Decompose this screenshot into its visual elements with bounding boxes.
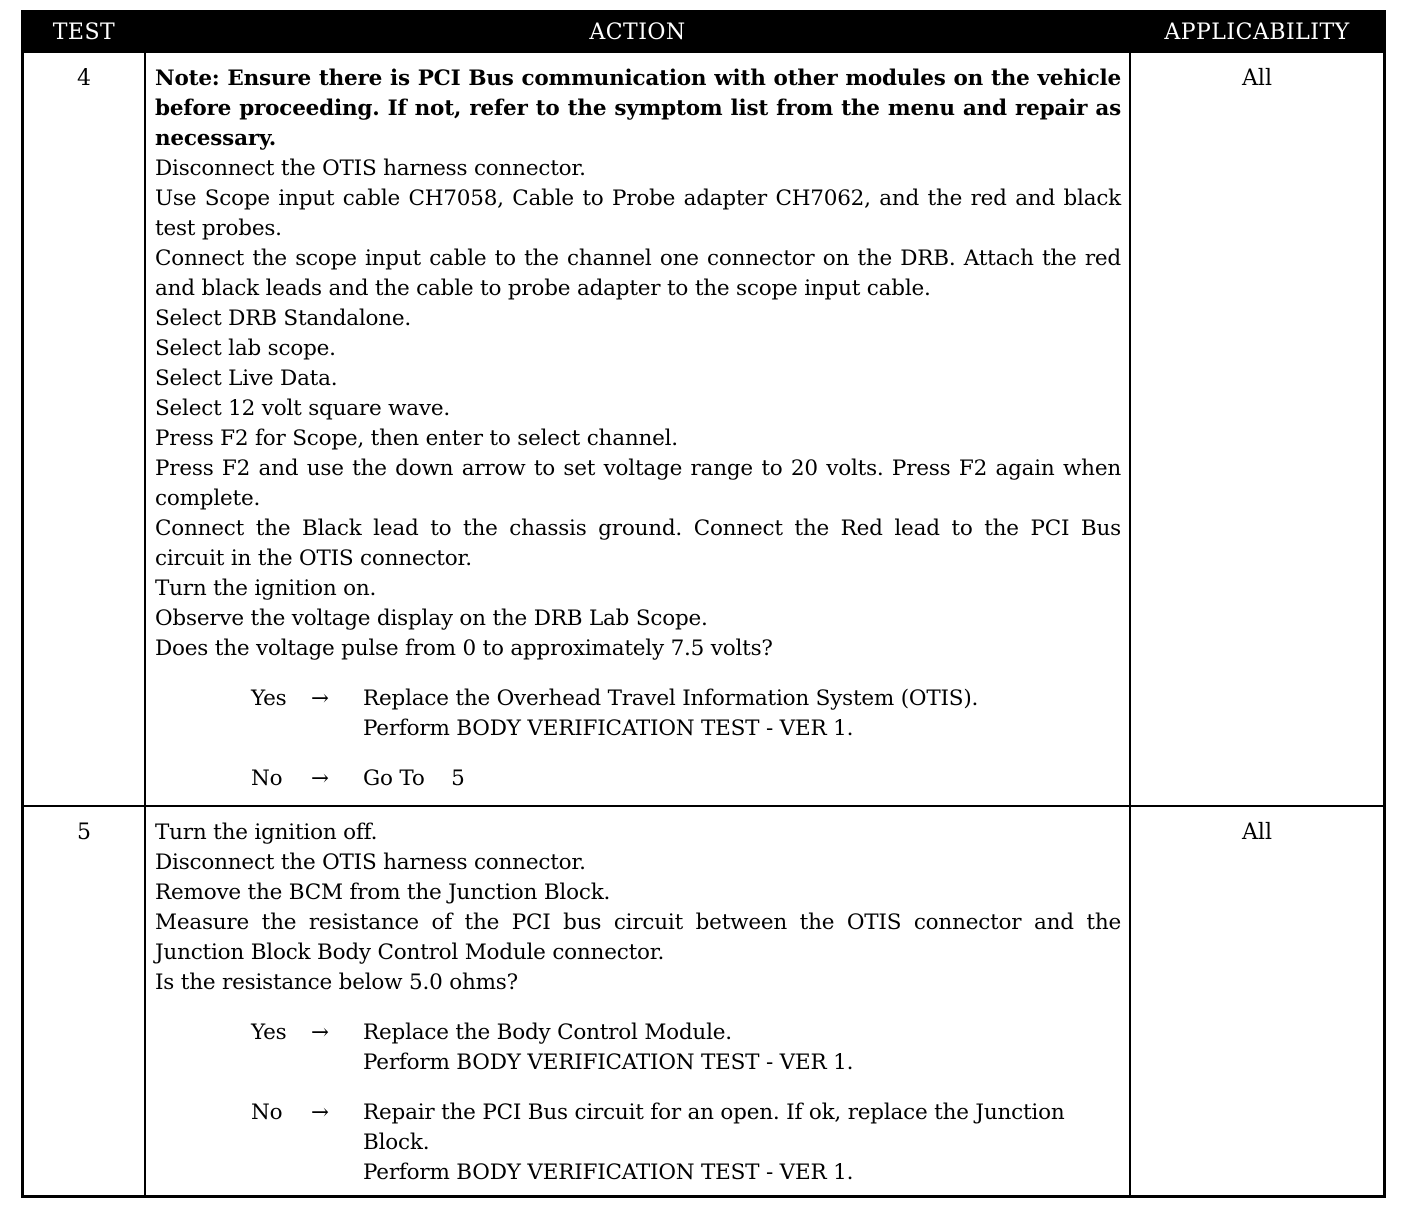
no-line: Perform BODY VERIFICATION TEST - VER 1. xyxy=(363,1160,854,1185)
step: Connect the scope input cable to the channel one connector on the DRB. Attach the red and black leads and the cable to probe adapter to the scope input cable. xyxy=(155,246,1121,301)
arrow-icon: → xyxy=(311,686,329,711)
arrow-icon: → xyxy=(311,1020,329,1045)
step: Remove the BCM from the Junction Block. xyxy=(155,880,611,905)
yes-line: Replace the Body Control Module. xyxy=(363,1020,732,1045)
step: Select 12 volt square wave. xyxy=(155,396,451,421)
yes-label: Yes xyxy=(251,686,287,711)
step: Measure the resistance of the PCI bus circuit between the OTIS connector and the Junction Block Body Control Module connector. xyxy=(155,910,1121,965)
table-row-test-4 xyxy=(24,51,1383,805)
step: Select lab scope. xyxy=(155,336,336,361)
action-cell xyxy=(144,807,1131,1195)
header-action: ACTION xyxy=(589,19,686,45)
step: Select DRB Standalone. xyxy=(155,306,412,331)
diagnostic-table xyxy=(21,10,1386,1198)
table-row-test-5 xyxy=(24,805,1383,1195)
no-answer xyxy=(251,764,1121,794)
action-cell xyxy=(144,53,1131,805)
yes-body xyxy=(363,684,1121,744)
no-body xyxy=(363,1098,1121,1188)
step: Select Live Data. xyxy=(155,366,338,391)
yes-line: Replace the Overhead Travel Information System (OTIS). xyxy=(363,686,979,711)
arrow-icon: → xyxy=(311,1100,329,1125)
step: Does the voltage pulse from 0 to approximately 7.5 volts? xyxy=(155,636,773,661)
step: Press F2 for Scope, then enter to select channel. xyxy=(155,426,678,451)
step: Turn the ignition on. xyxy=(155,576,377,601)
test-number: 5 xyxy=(77,820,91,845)
step: Disconnect the OTIS harness connector. xyxy=(155,156,586,181)
applicability-value: All xyxy=(1242,66,1272,91)
arrow-icon: → xyxy=(311,766,329,791)
no-answer xyxy=(251,1098,1121,1188)
step: Disconnect the OTIS harness connector. xyxy=(155,850,586,875)
no-body xyxy=(363,764,1121,794)
note-text: Note: Ensure there is PCI Bus communication with other modules on the vehicle before proceeding. If not, refer to the symptom list from the menu and repair as necessary. xyxy=(155,66,1121,151)
header-test: TEST xyxy=(52,19,116,45)
yes-answer xyxy=(251,1018,1121,1078)
yes-body xyxy=(363,1018,1121,1078)
applicability-value: All xyxy=(1242,820,1272,845)
header-applicability: APPLICABILITY xyxy=(1164,19,1350,45)
no-label: No xyxy=(251,766,283,791)
step: Observe the voltage display on the DRB Lab Scope. xyxy=(155,606,708,631)
step: Press F2 and use the down arrow to set voltage range to 20 volts. Press F2 again when complete. xyxy=(155,456,1121,511)
yes-answer xyxy=(251,684,1121,744)
table-header xyxy=(24,13,1383,51)
no-line: Go To 5 xyxy=(363,766,465,791)
yes-line: Perform BODY VERIFICATION TEST - VER 1. xyxy=(363,716,854,741)
test-number: 4 xyxy=(77,66,91,91)
yes-line: Perform BODY VERIFICATION TEST - VER 1. xyxy=(363,1050,854,1075)
yes-label: Yes xyxy=(251,1020,287,1045)
step: Connect the Black lead to the chassis ground. Connect the Red lead to the PCI Bus circuit in the OTIS connector. xyxy=(155,516,1121,571)
step: Use Scope input cable CH7058, Cable to Probe adapter CH7062, and the red and black test probes. xyxy=(155,186,1121,241)
step: Turn the ignition off. xyxy=(155,820,378,845)
no-line: Repair the PCI Bus circuit for an open. If ok, replace the Junction Block. xyxy=(363,1100,1065,1155)
step: Is the resistance below 5.0 ohms? xyxy=(155,970,518,995)
no-label: No xyxy=(251,1100,283,1125)
